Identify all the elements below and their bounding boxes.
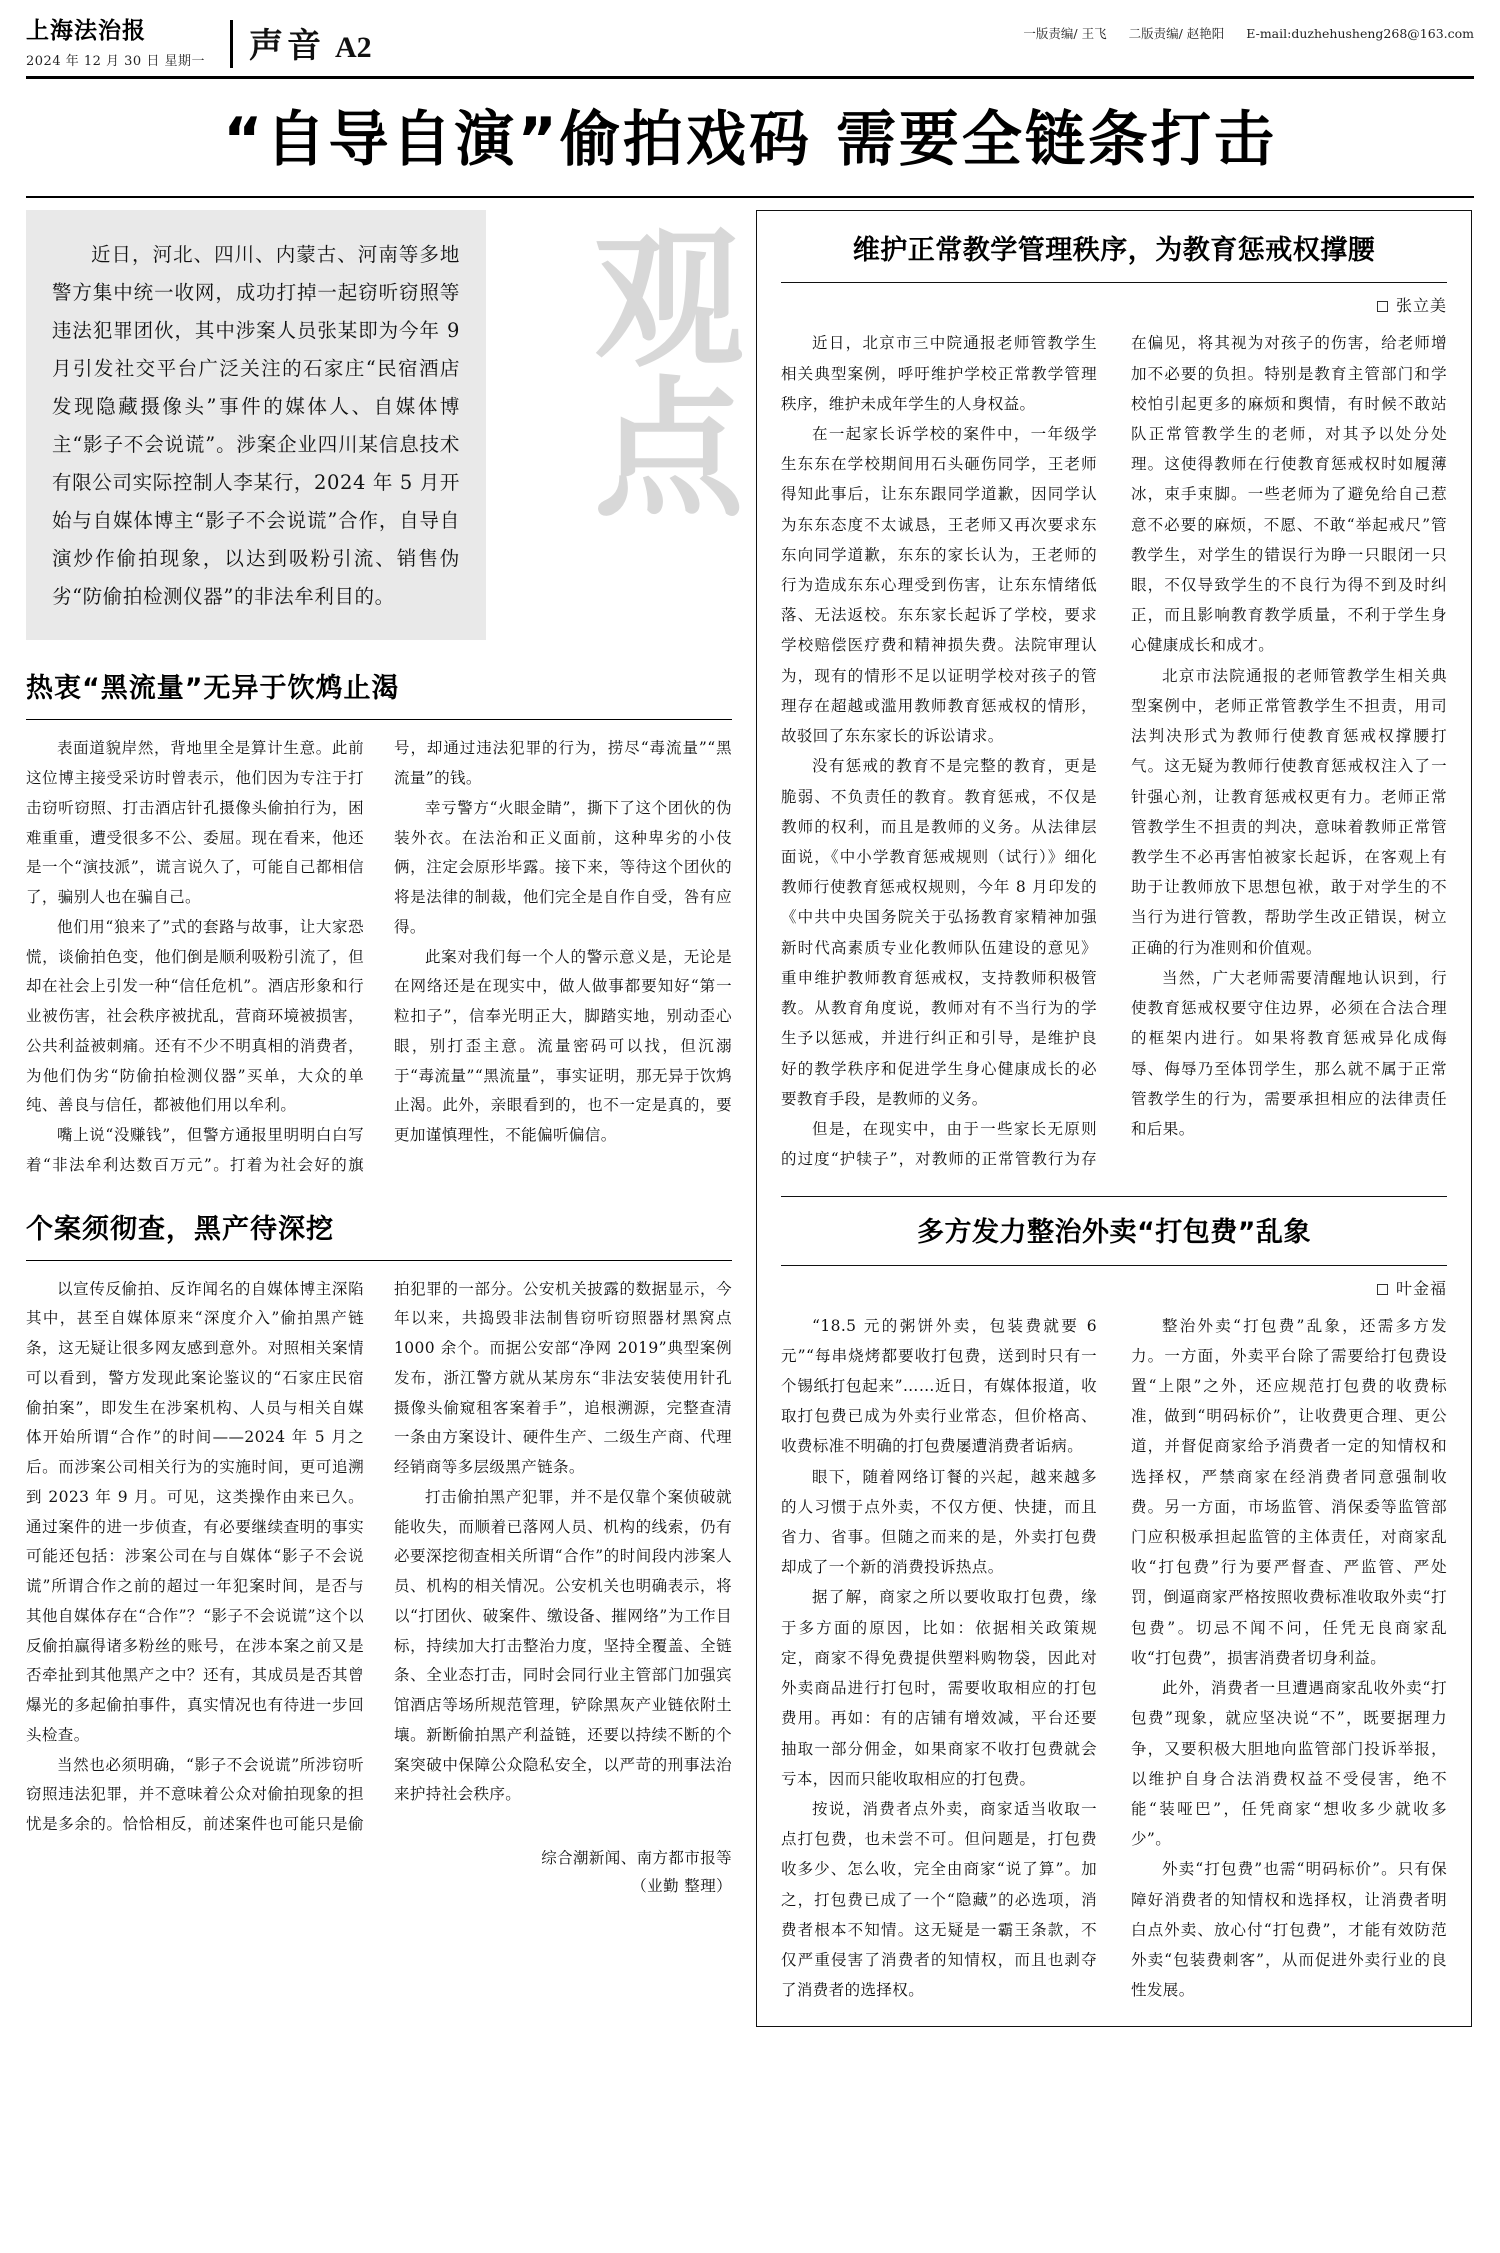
author-marker-icon [1377, 1284, 1388, 1295]
article-paragraph: 幸亏警方“火眼金睛”，撕下了这个团伙的伪装外衣。在法治和正义面前，这种卑劣的小伎俩，注定会原形毕露。接下来，等待这个团伙的将是法律的制裁，他们完全是自作自受，咎有应得。 [394, 798, 732, 936]
article-author [781, 1276, 1447, 1299]
article-body [26, 1275, 732, 1840]
article-waimai-dabaofei [781, 1215, 1447, 2005]
article-title-rule [26, 719, 732, 720]
editor-page2: 二版责编/ 赵艳阳 [1128, 26, 1225, 41]
article-paragraph: 眼下，随着网络订餐的兴起，越来越多的人习惯于点外卖，不仅方便、快捷，而且省力、省事。但随之而来的是，外卖打包费却成了一个新的消费投诉热点。 [781, 1467, 1097, 1577]
publication-date: 2024 年 12 月 30 日 星期一 [26, 54, 205, 70]
article-paragraph: 以宣传反偷拍、反诈闻名的自媒体博主深陷其中，甚至自媒体原来“深度介入”偷拍黑产链条，这无疑让很多网友感到意外。对照相关案情可以看到，警方发现此案论鉴议的“石家庄民宿偷拍案”，即发生在涉案机构、人员与相关自媒体开始所谓“合作”的时间——2024 年 5 月之后。而涉案公司相关行为的实施时间，更可追溯到 2023 年 9 月。可见，这类操作由来已久。通过案件的进一步侦查，有必要继续查明的事实可能还包括：涉案公司在与自媒体“影子不会说谎”所谓合作之前的超过一年犯案时间，是否与其他自媒体存在“合作”？“影子不会说谎”这个以反偷拍赢得诸多粉丝的账号，在涉本案之前又是否牵扯到其他黑产之中？还有，其成员是否其曾爆光的多起偷拍事件，真实情况也有待进一步回头检查。 [26, 1279, 364, 1744]
article-gean-xuchecha [26, 1207, 732, 1896]
article-paragraph: 此案对我们每一个人的警示意义是，无论是在网络还是在现实中，做人做事都要知好“第一粒扣子”，信奉光明正大，脚踏实地，别动歪心眼，别打歪主意。流量密码可以找，但沉溺于“毒流量”“黑流量”，事实证明，那无异于饮鸩止渴。此外，亲眼看到的，也不一定是真的，要更加谨慎理性，不能偏听偏信。 [394, 947, 732, 1145]
article-author [781, 293, 1447, 316]
article-paragraph: 此外，消费者一旦遭遇商家乱收外卖“打包费”现象，就应坚决说“不”，既要据理力争，又要积极大胆地向监管部门投诉举报，以维护自身合法消费权益不受侵害，绝不能“装哑巴”，任凭商家“想收多少就收多少”。 [1131, 1679, 1447, 1849]
article-paragraph: 外卖“打包费”也需“明码标价”。只有保障好消费者的知情权和选择权，让消费者明白点外卖、放心付“打包费”，才能有效防范外卖“包装费刺客”，从而促进外卖行业的良性发展。 [1131, 1860, 1447, 2000]
article-paragraph: 近日，北京市三中院通报老师管教学生相关典型案例，呼吁维护学校正常教学管理秩序，维护未成年学生的人身权益。 [781, 334, 1097, 413]
article-title: 维护正常教学管理秩序，为教育惩戒权撑腰 [852, 235, 1376, 267]
left-column [26, 210, 744, 1896]
section-page-number: A2 [335, 31, 372, 64]
masthead [26, 18, 1474, 79]
article-paragraph: 打击偷拍黑产犯罪，并不是仅靠个案侦破就能收失，而顺着已落网人员、机构的线索，仍有必要深挖彻查相关所谓“合作”的时间段内涉案人员、机构的相关情况。公安机关也明确表示，将以“打团伙、破案件、缴设备、摧网络”为工作目标，持续加大打击整治力度，坚持全覆盖、全链条、全业态打击，同时会同行业主管部门加强宾馆酒店等场所规范管理，铲除黑灰产业链依附土壤。新断偷拍黑产利益链，还要以持续不断的个案突破中保障公众隐私安全，以严苛的刑事法治来护持社会秩序。 [394, 1487, 732, 1804]
article-paragraph: 据了解，商家之所以要收取打包费，缘于多方面的原因，比如：依据相关政策规定，商家不得免费提供塑料购物袋，因此对外卖商品进行打包时，需要收取相应的打包费用。再如：有的店铺有增效减，平台还要抽取一部分佣金，如果商家不收打包费就会亏本，因而只能收取相应的打包费。 [781, 1588, 1097, 1788]
article-paragraph: 当然，广大老师需要清醒地认识到，行使教育惩戒权要守住边界，必须在合法合理的框架内进行。如果将教育惩戒异化成侮辱、侮辱乃至体罚学生，那么就不属于正常管教学生的行为，需要承担相应的法律责任和后果。 [1131, 968, 1447, 1138]
article-title: 热衷“黑流量”无异于饮鸩止渴 [26, 673, 400, 705]
article-paragraph: 整治外卖“打包费”乱象，还需多方发力。一方面，外卖平台除了需要给打包费设置“上限”之外，还应规范打包费的收费标准，做到“明码标价”，让收费更合理、更公道，并督促商家给予消费者一定的知情权和选择权，严禁商家在经消费者同意强制收费。另一方面，市场监管、消保委等监管部门应积极承担起监管的主体责任，对商家乱收“打包费”行为要严督查、严监管、严处罚，倒逼商家严格按照收费标准收取外卖“打包费”。切忌不闻不问，任凭无良商家乱收“打包费”，损害消费者切身利益。 [1131, 1316, 1447, 1667]
article-body [26, 734, 732, 1180]
article-paragraph: 按说，消费者点外卖，商家适当收取一点打包费，也未尝不可。但问题是，打包费收多少、怎么收，完全由商家“说了算”。加之，打包费已成了一个“隐藏”的必选项，消费者根本不知情。这无疑是一霸王条款，不仅严重侵害了消费者的知情权，而且也剥夺了消费者的选择权。 [781, 1800, 1097, 2000]
article-paragraph: “18.5 元的粥饼外卖，包装费就要 6 元”“每串烧烤都要收打包费，送到时只有一个锡纸打包起来”……近日，有媒体报道，收取打包费已成为外卖行业常态，但价格高、收费标准不明确的打包费屡遭消费者诟病。 [781, 1316, 1097, 1456]
opinion-panel [756, 210, 1472, 2026]
article-paragraph: 北京市法院通报的老师管教学生相关典型案例中，老师正常管教学生不担责，用司法判决形式为教师行使教育惩戒权撑腰打气。这无疑为教师行使教育惩戒权注入了一针强心剂，让教育惩戒权更有力。老师正常管教学生不担责的判决，意味着教师正常管教学生不必再害怕被家长起诉，在客观上有助于让教师放下思想包袱，敢于对学生的不当行为进行管教，帮助学生改正错误，树立正确的行为准则和价值观。 [1131, 666, 1447, 957]
article-body [781, 1311, 1447, 2006]
article-title: 个案须彻查，黑产待深挖 [26, 1213, 334, 1245]
article-paragraph: 表面道貌岸然，背地里全是算计生意。此前这位博主接受采访时曾表示，他们因为专注于打击窃听窃照、打击酒店针孔摄像头偷拍行为，困难重重，遭受很多不公、委屈。现在看来，他还是一个“演技派”，谎言说久了，可能自己都相信了，骗别人也在骗自己。 [26, 739, 364, 907]
article-compiler: （业勤 整理） [631, 1876, 732, 1895]
panel-separator [781, 1196, 1447, 1197]
page-title: “自导自演”偷拍戏码 需要全链条打击 [223, 105, 1277, 175]
watermark-text: 观点 [568, 220, 744, 521]
editor-page1: 一版责编/ 王飞 [1023, 26, 1107, 41]
article-source: 综合潮新闻、南方都市报等 [541, 1848, 732, 1867]
masthead-credits [1005, 18, 1474, 42]
publication-logo: 上海法治报 [26, 17, 146, 44]
author-marker-icon [1377, 301, 1388, 312]
article-title-rule [26, 1260, 732, 1261]
article-title: 多方发力整治外卖“打包费”乱象 [917, 1217, 1311, 1249]
article-paragraph: 嘴上说“没赚钱”，但警方通报里明明白白写着“非法牟利达数百万元”。打着为社会好的旗号，却通过违法犯罪的行为，捞尽“毒流量”“黑流量”的钱。 [26, 739, 732, 1174]
article-title-rule [781, 282, 1447, 283]
article-heirou-liuliang [26, 666, 732, 1180]
author-name: 叶金福 [1395, 1278, 1447, 1298]
article-jiaoyu-chengjiequan [781, 233, 1447, 1174]
contact-email: E-mail:duzhehusheng268@163.com [1246, 26, 1474, 41]
article-paragraph: 没有惩戒的教育不是完整的教育，更是脆弱、不负责任的教育。教育惩戒，不仅是教师的权利，而且是教师的义务。从法律层面说，《中小学教育惩戒规则（试行）》细化教师行使教育惩戒权规则，今年 8 月印发的《中共中央国务院关于弘扬教育家精神加强新时代高素质专业化教师队伍建设的意见》重申维护教师教育惩戒权，支持教师积极管教。从教育角度说，教师对有不当行为的学生予以惩戒，并进行纠正和引导，是维护良好的教学秩序和促进学生身心健康成长的必要教育手段，是教师的义务。 [781, 757, 1097, 1108]
headline-rule [26, 196, 1474, 198]
article-paragraph: 他们用“狼来了”式的套路与故事，让大家恐慌，谈偷拍色变，他们倒是顺利吸粉引流了，但却在社会上引发一种“信任危机”。酒店形象和行业被伤害，社会秩序被扰乱，营商环境被损害，公共利益被刺痛。还有不少不明真相的消费者，为他们伪劣“防偷拍检测仪器”买单，大众的单纯、善良与信任，都被他们用以牟利。 [26, 917, 364, 1115]
section-name: 声音 [249, 26, 325, 66]
article-paragraph: 当然也必须明确，“影子不会说谎”所涉窃听窃照违法犯罪，并不意味着公众对偷拍现象的担忧是多余的。恰恰相反，前述案件也可能只是偷拍犯罪的一部分。公安机关披露的数据显示，今年以来，共捣毁非法制售窃听窃照器材黑窝点 1000 余个。而据公安部“净网 2019”典型案例发布，浙江警方就从某房东“非法安装使用针孔摄像头偷窥租客案着手”，追根溯源，完整查清一条由方案设计、硬件生产、二级生产商、代理经销商等多层级黑产链条。 [26, 1279, 732, 1834]
author-name: 张立美 [1395, 296, 1447, 316]
article-paragraph: 但是，在现实中，由于一些家长无原则的过度“护犊子”，对教师的正常管教行为存在偏见，将其视为对孩子的伤害，给老师增加不必要的负担。特别是教育主管部门和学校怕引起更多的麻烦和舆情，有时候不敢站队正常管教学生的老师，对其予以处分处理。这使得教师在行使教育惩戒权时如履薄冰，束手束脚。一些老师为了避免给自己惹意不必要的麻烦，不愿、不敢“举起戒尺”管教学生，对学生的错误行为睁一只眼闭一只眼，不仅导致学生的不良行为得不到及时纠正，而且影响教育教学质量，不利于学生身心健康成长和成才。 [781, 334, 1447, 1169]
article-title-rule [781, 1265, 1447, 1266]
page-body [26, 210, 1474, 2026]
article-body [781, 328, 1447, 1174]
lead-paragraph: 近日，河北、四川、内蒙古、河南等多地警方集中统一收网，成功打掉一起窃听窃照等违法犯罪团伙，其中涉案人员张某即为今年 9 月引发社交平台广泛关注的石家庄“民宿酒店发现隐藏摄像头”事件的媒体人、自媒体博主“影子不会说谎”。涉案企业四川某信息技术有限公司实际控制人李某行，2024 年 5 月开始与自媒体博主“影子不会说谎”合作，自导自演炒作偷拍现象，以达到吸粉引流、销售伪劣“防偷拍检测仪器”的非法牟利目的。 [52, 243, 460, 609]
section-label [249, 18, 372, 67]
lead-summary-box [26, 210, 486, 640]
article-paragraph: 在一起家长诉学校的案件中，一年级学生东东在学校期间用石头砸伤同学，王老师得知此事后，让东东跟同学道歉，因同学认为东东态度不太诚恳，王老师又再次要求东东向同学道歉，东东的家长认为，王老师的行为造成东东心理受到伤害，让东东情绪低落、无法返校。东东家长起诉了学校，要求学校赔偿医疗费和精神损失费。法院审理认为，现有的情形不足以证明学校对孩子的管理存在超越或滥用教师教育惩戒权的情形，故驳回了东东家长的诉讼请求。 [781, 424, 1097, 746]
right-column [756, 210, 1472, 2026]
masthead-divider [230, 20, 233, 68]
masthead-left [26, 18, 226, 69]
